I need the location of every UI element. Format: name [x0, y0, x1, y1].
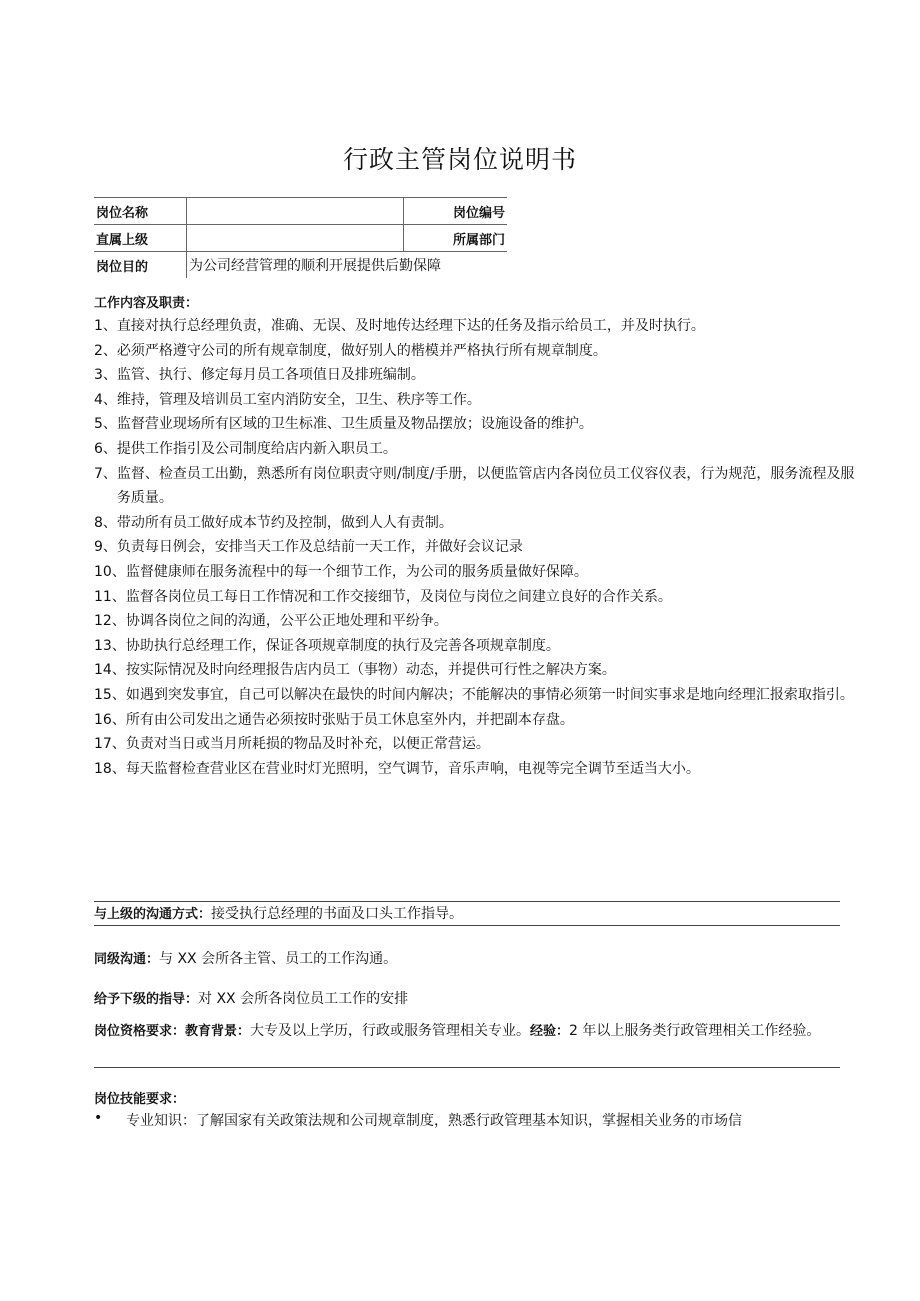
- duty-text: 直接对执行总经理负责，准确、无误、及时地传达经理下达的任务及指示给员工，并及时执行。: [116, 318, 705, 334]
- upper-communication-label: 与上级的沟通方式：: [94, 907, 212, 922]
- position-code-label: 岗位编号: [404, 198, 508, 225]
- superior-label: 直属上级: [94, 225, 187, 252]
- duty-item: [94, 412, 864, 437]
- duty-number: 17、: [94, 736, 126, 753]
- duty-item: [94, 363, 864, 388]
- duty-number: 7、: [94, 465, 117, 482]
- peer-communication: [94, 948, 840, 971]
- duty-item: [94, 314, 864, 339]
- duty-text: 按实际情况及时向经理报告店内员工（事物）动态，并提供可行性之解决方案。: [125, 662, 616, 679]
- duty-text: 协调各岗位之间的沟通，公平公正地处理和平纷争。: [125, 613, 448, 630]
- peer-communication-text: 与 XX 会所各主管、员工的工作沟通。: [159, 951, 398, 967]
- duty-item: [94, 658, 864, 683]
- divider: [94, 925, 840, 926]
- duty-number: 8、: [94, 514, 117, 531]
- duty-item: [94, 339, 864, 364]
- education-text: 大专及以上学历，行政或服务管理相关专业。: [250, 1023, 531, 1039]
- duty-number: 10、: [94, 563, 126, 580]
- experience-label: 经验：: [530, 1024, 570, 1039]
- duty-item: [94, 732, 864, 757]
- duty-number: 9、: [94, 539, 117, 556]
- upper-communication-text: 接受执行总经理的书面及口头工作指导。: [211, 906, 464, 922]
- duty-item: [94, 585, 864, 610]
- duty-text: 如遇到突发事宜，自己可以解决在最快的时间内解决；不能解决的事情必须第一时间实事求是地向经理汇报索取指引。: [125, 686, 854, 703]
- duty-item: [94, 511, 864, 536]
- duty-text: 监督营业现场所有区域的卫生标准、卫生质量及物品摆放；设施设备的维护。: [116, 416, 593, 433]
- duty-text: 监督各岗位员工每日工作情况和工作交接细节，及岗位与岗位之间建立良好的合作关系。: [125, 588, 672, 605]
- duty-text: 监督健康师在服务流程中的每一个细节工作，为公司的服务质量做好保障。: [125, 563, 588, 580]
- duty-item: [94, 609, 864, 634]
- position-name-value: [187, 198, 404, 225]
- duty-text: 负责每日例会，安排当天工作及总结前一天工作，并做好会议记录: [116, 539, 523, 556]
- info-row-position: [94, 198, 507, 225]
- duty-text: 监管、执行、修定每月员工各项值日及排班编制。: [116, 367, 425, 384]
- education-label: 教育背景：: [185, 1024, 251, 1039]
- bullet-icon: •: [94, 1110, 103, 1126]
- experience-text: 2 年以上服务类行政管理相关工作经验。: [569, 1023, 821, 1039]
- duty-number: 5、: [94, 416, 117, 433]
- lower-guidance: [94, 988, 840, 1011]
- duty-item: [94, 535, 864, 560]
- duties-list: [94, 314, 864, 781]
- duty-number: 12、: [94, 613, 126, 630]
- duty-text: 每天监督检查营业区在营业时灯光照明，空气调节，音乐声响，电视等完全调节至适当大小。: [125, 760, 700, 777]
- duty-number: 16、: [94, 711, 126, 728]
- duty-item: [94, 462, 864, 511]
- duty-item: [94, 757, 864, 782]
- purpose-label: 岗位目的: [96, 259, 149, 275]
- duty-text: 维持，管理及培训员工室内消防安全，卫生、秩序等工作。: [116, 391, 481, 408]
- duty-number: 1、: [94, 318, 117, 334]
- duty-number: 15、: [94, 686, 126, 703]
- duty-text: 必须严格遵守公司的所有规章制度，做好别人的楷模并严格执行所有规章制度。: [116, 342, 607, 359]
- duty-number: 4、: [94, 391, 117, 408]
- duty-number: 3、: [94, 367, 117, 384]
- skills-heading: 岗位技能要求：: [94, 1092, 186, 1107]
- department-label: 所属部门: [404, 225, 508, 252]
- superior-value: [187, 225, 404, 252]
- duty-item: [94, 437, 864, 462]
- qualification: [94, 1020, 840, 1043]
- job-info-table: [94, 197, 507, 278]
- upper-communication: [94, 903, 840, 926]
- divider: [94, 901, 840, 902]
- skill-item-text: 专业知识：了解国家有关政策法规和公司规章制度，熟悉行政管理基本知识，掌握相关业务的市场信: [126, 1113, 742, 1129]
- duty-number: 13、: [94, 637, 126, 654]
- page-title: 行政主管岗位说明书: [342, 145, 577, 174]
- duty-number: 2、: [94, 342, 117, 359]
- duty-text: 协助执行总经理工作，保证各项规章制度的执行及完善各项规章制度。: [125, 637, 560, 654]
- duty-item: [94, 683, 864, 708]
- duty-number: 11、: [94, 588, 126, 605]
- skill-item: [94, 1110, 840, 1130]
- lower-guidance-text: 对 XX 会所各岗位员工工作的安排: [198, 991, 409, 1007]
- info-row-purpose: [94, 252, 507, 279]
- qualification-label: 岗位资格要求：: [94, 1024, 186, 1039]
- peer-communication-label: 同级沟通：: [94, 952, 160, 967]
- position-name-label: 岗位名称: [94, 198, 187, 225]
- duty-text: 负责对当日或当月所耗损的物品及时补充，以便正常营运。: [125, 736, 490, 753]
- duty-number: 18、: [94, 760, 126, 777]
- duty-item: [94, 560, 864, 585]
- lower-guidance-label: 给予下级的指导：: [94, 992, 199, 1007]
- divider: [94, 1067, 840, 1068]
- duty-number: 14、: [94, 662, 126, 679]
- duty-text: 所有由公司发出之通告必须按时张贴于员工休息室外内，并把副本存盘。: [125, 711, 574, 728]
- duty-text: 监督、检查员工出勤，熟悉所有岗位职责守则/制度/手册，以便监管店内各岗位员工仪容仪表，行为规范，服务流程及服务质量。: [116, 465, 855, 507]
- duty-item: [94, 388, 864, 413]
- purpose-value: 为公司经营管理的顺利开展提供后勤保障: [187, 252, 508, 279]
- duties-heading: 工作内容及职责：: [94, 296, 199, 311]
- duty-text: 带动所有员工做好成本节约及控制，做到人人有责制。: [116, 514, 453, 531]
- info-row-superior: [94, 225, 507, 252]
- duty-text: 提供工作指引及公司制度给店内新入职员工。: [116, 440, 397, 457]
- duty-item: [94, 708, 864, 733]
- duty-item: [94, 634, 864, 659]
- duty-number: 6、: [94, 440, 117, 457]
